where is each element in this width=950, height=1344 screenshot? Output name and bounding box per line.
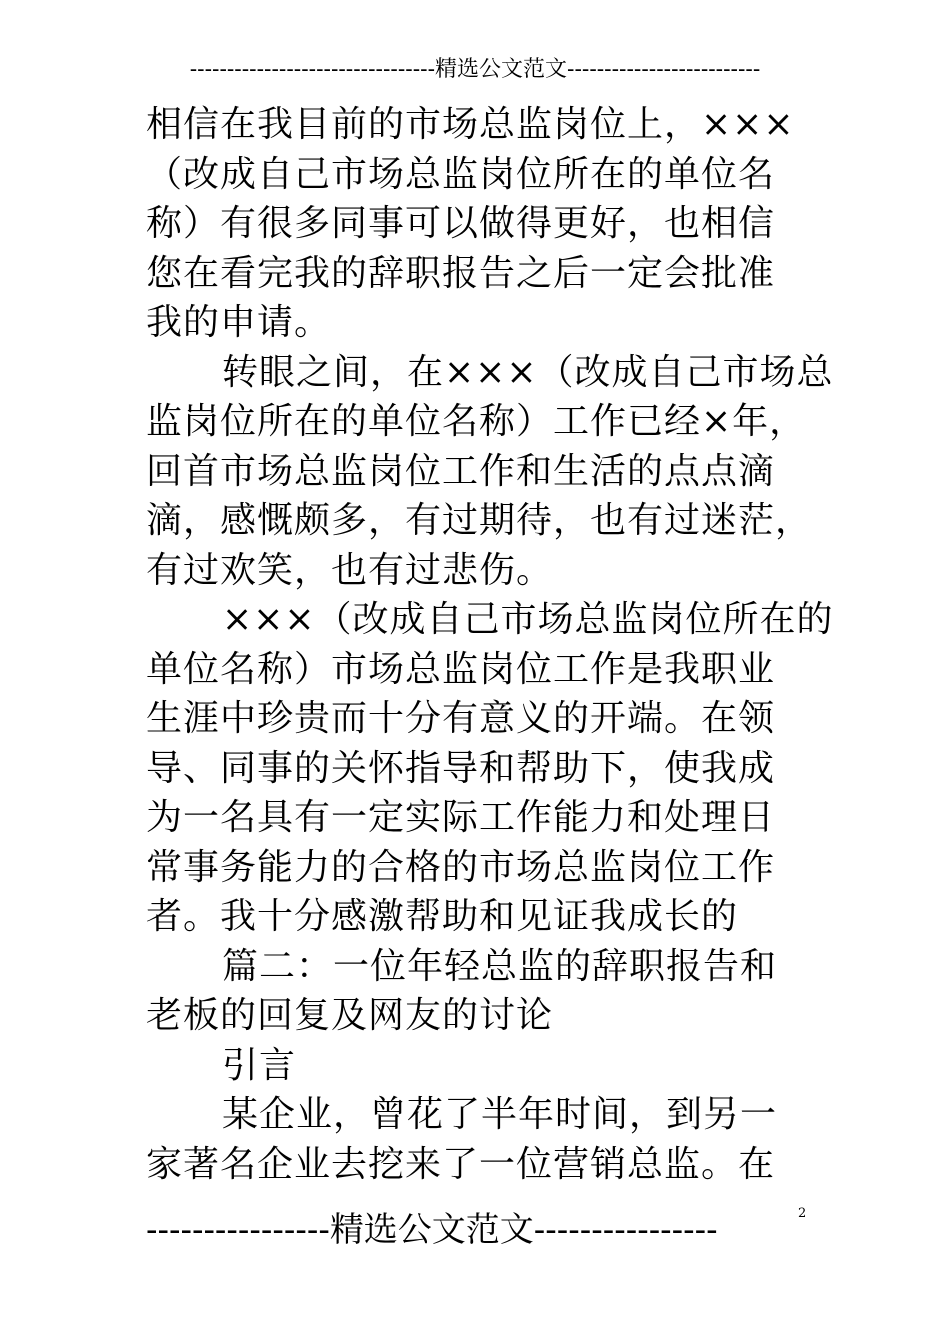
- body-line: 称）有很多同事可以做得更好，也相信: [146, 203, 776, 244]
- paragraph-first-line: 转眼之间，在×××（改成自己市场总: [222, 351, 834, 393]
- body-line: 您在看完我的辞职报告之后一定会批准: [146, 252, 776, 294]
- body-line: 导、同事的关怀指导和帮助下，使我成: [146, 747, 776, 789]
- body-line: 家著名企业去挖来了一位营销总监。在: [146, 1143, 776, 1185]
- body-line: 回首市场总监岗位工作和生活的点点滴: [146, 450, 776, 492]
- page-footer: ----------------精选公文范文----------------: [146, 1210, 718, 1250]
- document-body: [146, 100, 834, 1189]
- page-number: 2: [798, 1206, 807, 1221]
- body-line: 有过欢笑，也有过悲伤。: [146, 549, 554, 591]
- subheading-line: 引言: [222, 1044, 297, 1086]
- body-line: 监岗位所在的单位名称）工作已经×年，: [146, 401, 807, 442]
- body-line: 单位名称）市场总监岗位工作是我职业: [146, 648, 776, 690]
- body-line: 常事务能力的合格的市场总监岗位工作: [146, 846, 776, 888]
- section-heading-line: 老板的回复及网友的讨论: [146, 995, 554, 1036]
- section-heading-line: 篇二：一位年轻总监的辞职报告和: [222, 945, 778, 987]
- body-line: 相信在我目前的市场总监岗位上，×××: [146, 104, 795, 145]
- paragraph-first-line: 某企业，曾花了半年时间，到另一: [222, 1094, 778, 1135]
- paragraph-first-line: ×××（改成自己市场总监岗位所在的: [222, 599, 834, 640]
- body-line: （改成自己市场总监岗位所在的单位名: [146, 153, 776, 195]
- body-line: 者。我十分感激帮助和见证我成长的: [146, 896, 739, 937]
- page-header: ---------------------------------精选公文范文--------------------------: [189, 57, 761, 82]
- body-line: 生涯中珍贵而十分有意义的开端。在领: [146, 698, 776, 739]
- body-line: 我的申请。: [146, 302, 332, 343]
- body-line: 滴，感慨颇多，有过期待，也有过迷茫，: [146, 500, 813, 541]
- body-line: 为一名具有一定实际工作能力和处理日: [146, 797, 776, 838]
